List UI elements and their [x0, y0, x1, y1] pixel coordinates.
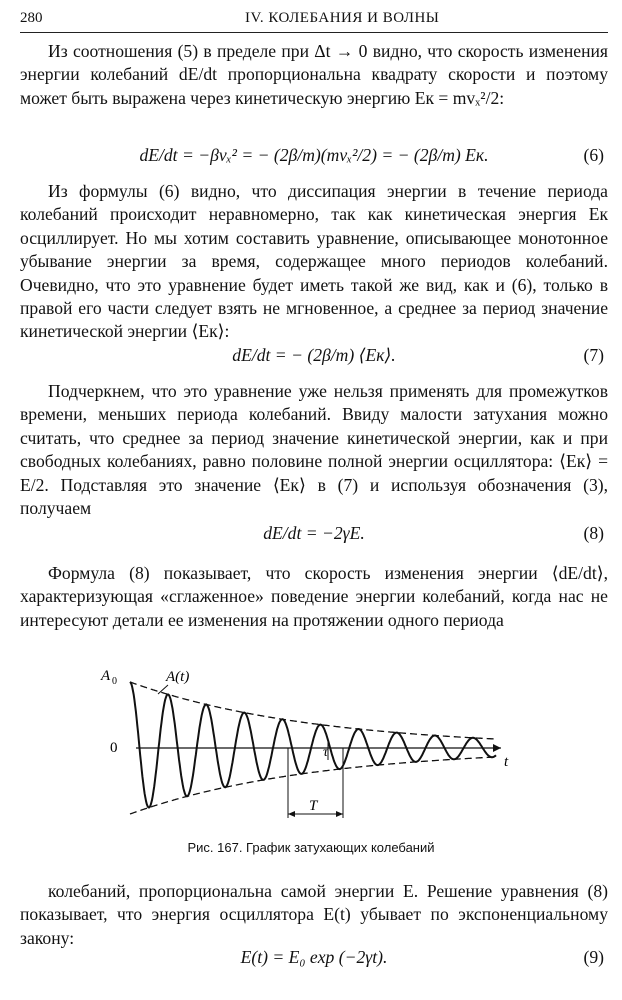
page-number: 280: [20, 10, 43, 26]
equation-7-body: dE/dt = − (2β/m) ⟨Eк⟩.: [232, 345, 396, 365]
damped-oscillation-curve: [130, 682, 496, 808]
paragraph-5: колебаний, пропорциональна самой энергии E. Решение уравнения (8) показывает, что энергия осциллятора E(t) убывает по экспоненциальному закону:: [20, 881, 608, 948]
label-origin-zero: 0: [110, 740, 118, 756]
equation-9: [20, 936, 608, 978]
equation-6-body: dE/dt = −βvₓ² = − (2β/m)(mvₓ²/2) = − (2β/m) Eк.: [139, 145, 489, 165]
equation-8-number: (8): [583, 523, 604, 543]
paragraph-3: Подчеркнем, что это уравнение уже нельзя применять для промежутков времени, меньших периода колебаний. Ввиду малости затухания можно считать, что среднее за период значение кинетической энергии, как и при свободных колебаниях, равно половине полной энергии осциллятора: ⟨Eк⟩ = E/2. Подставляя это значение ⟨Eк⟩ в (7) и используя обозначения (3), получаем: [20, 381, 608, 519]
label-envelope-at: A(t): [166, 669, 190, 685]
figure-caption: Рис. 167. График затухающих колебаний: [187, 840, 435, 855]
equation-7-number: (7): [583, 345, 604, 365]
envelope-upper: [130, 682, 496, 739]
damped-oscillation-figure: [96, 638, 526, 838]
period-arrow-left: [288, 811, 295, 817]
equation-8: [20, 512, 608, 554]
equation-6: [20, 134, 608, 176]
time-axis-arrow: [493, 744, 501, 752]
label-a0-subscript: 0: [112, 676, 117, 687]
label-a0: A: [101, 668, 111, 684]
period-arrow-right: [336, 811, 343, 817]
equation-8-body: dE/dt = −2γE.: [263, 523, 365, 543]
equation-9-body: E(t) = E₀ exp (−2γt).: [240, 947, 388, 967]
paragraph-1: Из соотношения (5) в пределе при Δt → 0 видно, что скорость изменения энергии колебаний dE/dt пропорциональна квадрату скорости и поэтому может быть выражена через кинетическую энергию Eк = mvₓ²/2:: [20, 41, 608, 108]
label-tau: τ: [323, 745, 329, 760]
equation-9-number: (9): [583, 947, 604, 967]
equation-6-number: (6): [583, 145, 604, 165]
running-header: [20, 10, 608, 33]
paragraph-4: Формула (8) показывает, что скорость изменения энергии ⟨dE/dt⟩, характеризующая «сглаженное» поведение энергии колебаний, когда нас не интересуют детали ее изменения на протяжении одного периода: [20, 563, 608, 630]
paragraph-2: Из формулы (6) видно, что диссипация энергии в течение периода колебаний происходит неравномерно, так как кинетическая энергия Eк осциллирует. Но мы хотим составить уравнение, описывающее монотонное убывание энергии за время, содержащее много периодов колебаний. Очевидно, что это уравнение будет иметь такой же вид, как и (6), только в правой его части следует взять не мгновенное, а среднее за период значение кинетической энергии ⟨Eк⟩:: [20, 181, 608, 342]
equation-7: [20, 334, 608, 376]
label-period-t: T: [309, 798, 318, 814]
label-time-t: t: [504, 754, 509, 770]
running-title: IV. КОЛЕБАНИЯ И ВОЛНЫ: [245, 10, 440, 26]
